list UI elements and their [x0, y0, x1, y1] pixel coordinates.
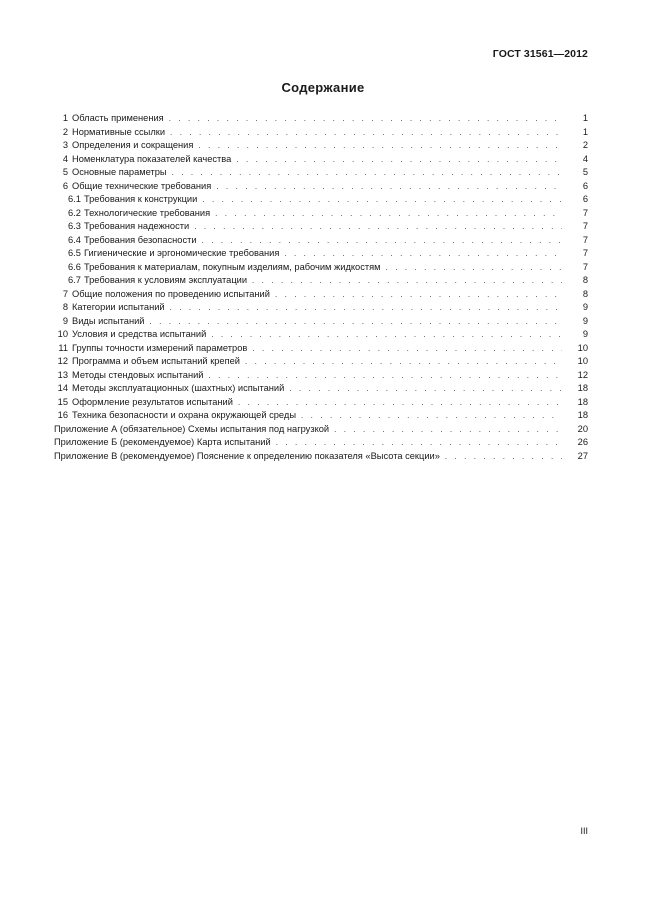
toc-dot-leader [238, 396, 562, 410]
toc-entry-title: Гигиенические и эргономические требования [83, 248, 280, 258]
toc-entry-title: Приложение Б (рекомендуемое) Карта испытаний [54, 437, 271, 447]
toc-entry-page: 9 [582, 329, 588, 339]
toc-dot-leader [386, 261, 562, 275]
toc-entry-number: 6 [62, 180, 68, 191]
toc-entry[interactable] [54, 193, 588, 207]
toc-entry[interactable] [54, 315, 588, 329]
page-title: Содержание [281, 80, 365, 95]
toc-entry-page: 27 [577, 450, 588, 461]
toc-entry-number: 5 [62, 167, 68, 177]
toc-entry[interactable] [54, 139, 588, 153]
toc-entry[interactable] [54, 409, 588, 423]
toc-entry-title: Методы эксплуатационных (шахтных) испытаний [72, 383, 285, 393]
toc-entry-page: 8 [582, 275, 588, 285]
toc-entry-page: 20 [577, 423, 588, 434]
toc-entry[interactable] [54, 436, 588, 450]
toc-entry-page: 4 [582, 153, 588, 164]
toc-entry-title: Оформление результатов испытаний [72, 396, 233, 407]
table-of-contents [54, 112, 588, 463]
toc-dot-leader [334, 423, 562, 437]
toc-dot-leader [172, 166, 562, 180]
toc-dot-leader [289, 382, 562, 396]
toc-entry-title: Условия и средства испытаний [72, 329, 207, 339]
toc-dot-leader [150, 315, 563, 329]
toc-entry-title: Определения и сокращения [72, 140, 194, 150]
toc-dot-leader [170, 126, 562, 140]
toc-entry-title: Категории испытаний [72, 302, 165, 312]
toc-entry-title: Технологические требования [83, 207, 211, 218]
toc-entry-number: 10 [57, 329, 68, 339]
toc-entry-title: Требования к условиям эксплуатации [83, 275, 248, 285]
toc-entry-page: 1 [582, 113, 588, 123]
toc-dot-leader [170, 301, 562, 315]
toc-entry-page: 9 [582, 302, 588, 312]
toc-entry-number: 12 [57, 356, 68, 366]
toc-entry-page: 6 [582, 194, 588, 204]
toc-entry[interactable] [54, 153, 588, 167]
toc-entry-page: 7 [582, 207, 588, 218]
toc-entry-page: 7 [582, 221, 588, 231]
toc-entry-page: 18 [577, 383, 588, 393]
toc-entry-number: 13 [57, 369, 68, 380]
toc-entry[interactable] [54, 342, 588, 356]
toc-entry-page: 10 [577, 342, 588, 353]
toc-dot-leader [202, 234, 562, 248]
toc-entry-number: 14 [57, 383, 68, 393]
toc-entry[interactable] [54, 112, 588, 126]
toc-entry[interactable] [54, 274, 588, 288]
toc-dot-leader [445, 450, 562, 464]
toc-entry[interactable] [54, 261, 588, 275]
toc-entry-title: Нормативные ссылки [72, 126, 166, 137]
toc-entry[interactable] [54, 234, 588, 248]
toc-entry-number: 11 [58, 342, 68, 353]
toc-entry-number: 6.5 [68, 248, 81, 258]
toc-entry-number: 6.6 [68, 261, 81, 272]
toc-entry-title: Приложение А (обязательное) Схемы испытания под нагрузкой [54, 423, 330, 434]
toc-entry[interactable] [54, 355, 588, 369]
toc-dot-leader [202, 193, 562, 207]
toc-entry-number: 15 [57, 396, 68, 407]
toc-dot-leader [194, 220, 562, 234]
toc-dot-leader [284, 247, 562, 261]
toc-entry-page: 12 [577, 369, 588, 380]
toc-entry[interactable] [54, 220, 588, 234]
toc-entry-title: Группы точности измерений параметров [72, 342, 248, 353]
toc-dot-leader [275, 288, 562, 302]
toc-dot-leader [236, 153, 562, 167]
toc-entry-number: 4 [62, 153, 68, 164]
toc-entry-page: 7 [582, 261, 588, 272]
toc-entry-title: Методы стендовых испытаний [72, 369, 204, 380]
toc-entry-title: Основные параметры [72, 167, 167, 177]
toc-entry-number: 16 [57, 410, 68, 420]
toc-entry-number: 7 [62, 288, 68, 299]
toc-entry-page: 18 [577, 410, 588, 420]
toc-entry-title: Приложение В (рекомендуемое) Пояснение к определению показателя «Высота секции» [54, 450, 440, 461]
toc-entry[interactable] [54, 288, 588, 302]
toc-entry-page: 1 [582, 126, 588, 137]
toc-entry-page: 8 [582, 288, 588, 299]
toc-entry-number: 2 [62, 126, 68, 137]
toc-entry-title: Требования к конструкции [83, 194, 198, 204]
toc-dot-leader [301, 409, 562, 423]
toc-entry-number: 6.3 [68, 221, 81, 231]
toc-entry[interactable] [54, 369, 588, 383]
page-number: III [580, 826, 588, 836]
toc-dot-leader [211, 328, 562, 342]
toc-entry-number: 6.1 [68, 194, 81, 204]
toc-entry-page: 6 [582, 180, 588, 191]
toc-entry-page: 7 [582, 248, 588, 258]
toc-entry-page: 18 [577, 396, 588, 407]
toc-entry[interactable] [54, 328, 588, 342]
toc-entry-number: 9 [62, 315, 68, 326]
toc-entry-page: 7 [582, 234, 588, 245]
toc-dot-leader [216, 180, 562, 194]
toc-entry[interactable] [54, 247, 588, 261]
toc-entry[interactable] [54, 301, 588, 315]
toc-entry-page: 26 [577, 437, 588, 447]
toc-dot-leader [208, 369, 562, 383]
toc-entry-title: Требования надежности [83, 221, 190, 231]
toc-entry-title: Требования безопасности [83, 234, 197, 245]
toc-entry[interactable] [54, 450, 588, 464]
toc-entry[interactable] [54, 396, 588, 410]
toc-entry-number: 1 [62, 113, 68, 123]
toc-entry-title: Общие технические требования [72, 180, 212, 191]
toc-entry-title: Номенклатура показателей качества [72, 153, 232, 164]
toc-entry-number: 6.2 [68, 207, 81, 218]
toc-entry-number: 6.4 [68, 234, 81, 245]
toc-dot-leader [252, 342, 562, 356]
toc-entry-page: 10 [577, 356, 588, 366]
toc-entry-title: Виды испытаний [72, 315, 145, 326]
toc-entry-page: 9 [582, 315, 588, 326]
toc-entry-title: Техника безопасности и охрана окружающей среды [72, 410, 297, 420]
toc-entry-title: Требования к материалам, покупным изделиям, рабочим жидкостям [83, 261, 381, 272]
toc-dot-leader [215, 207, 562, 221]
toc-entry[interactable] [54, 207, 588, 221]
toc-entry[interactable] [54, 423, 588, 437]
toc-entry[interactable] [54, 166, 588, 180]
toc-dot-leader [169, 112, 562, 126]
toc-entry[interactable] [54, 126, 588, 140]
toc-entry-title: Программа и объем испытаний крепей [72, 356, 241, 366]
document-id: ГОСТ 31561—2012 [492, 48, 588, 60]
toc-entry-number: 3 [62, 140, 68, 150]
toc-dot-leader [252, 274, 562, 288]
toc-entry-number: 8 [62, 302, 68, 312]
toc-entry-page: 5 [582, 167, 588, 177]
toc-dot-leader [198, 139, 562, 153]
toc-dot-leader [245, 355, 562, 369]
toc-entry-page: 2 [582, 140, 588, 150]
toc-entry-title: Область применения [72, 113, 164, 123]
toc-entry[interactable] [54, 180, 588, 194]
toc-entry-number: 6.7 [68, 275, 81, 285]
toc-entry-title: Общие положения по проведению испытаний [72, 288, 270, 299]
toc-dot-leader [276, 436, 562, 450]
toc-entry[interactable] [54, 382, 588, 396]
